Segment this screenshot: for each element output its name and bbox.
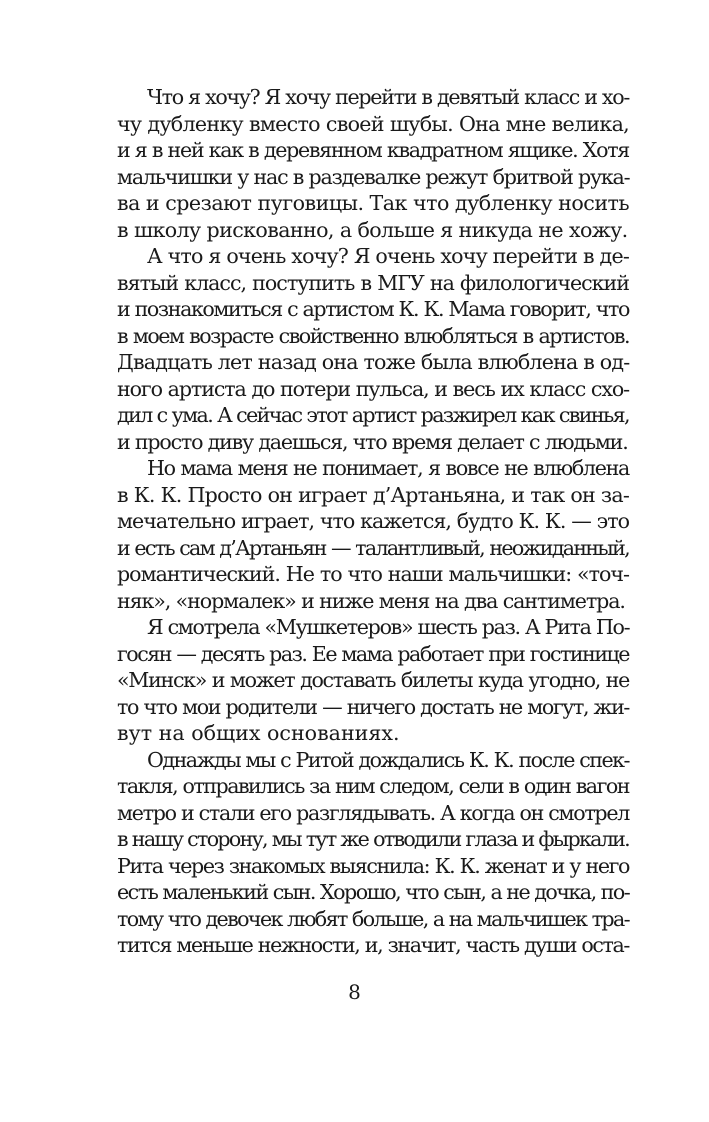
paragraph-4 (117, 614, 629, 747)
text-line: мальчишки у нас в раздевалке режут бритвой рука- (117, 164, 630, 189)
paragraph-5 (117, 747, 629, 959)
text-line: в нашу сторону, мы тут же отводили глаза и фыркали. (117, 827, 629, 851)
text-line: есть маленький сын. Хорошо, что сын, а не дочка, по- (117, 880, 630, 904)
text-line: Однажды мы с Ритой дождались К. К. после спек- (147, 747, 629, 772)
text-line: дил с ума. А сейчас этот артист разжирел как свинья, (117, 403, 629, 427)
text-line: Рита через знакомых выяснила: К. К. женат и у него (117, 853, 629, 878)
text-line: вятый класс, поступить в МГУ на филологический (117, 270, 629, 295)
text-line: Что я хочу? Я хочу перейти в девятый класс и хо- (147, 85, 629, 109)
text-line: романтический. Не то что наши мальчишки: «точ- (117, 562, 629, 586)
text-line: няк», «нормалек» и ниже меня на два сантиметра. (117, 588, 625, 613)
text-line: Двадцать лет назад она тоже была влюблена в од- (117, 350, 630, 374)
text-line: такля, отправились за ним следом, сели в один вагон (117, 774, 629, 798)
text-line: мечательно играет, что кажется, будто К. К. — это (117, 509, 629, 533)
text-line: и я в ней как в деревянном квадратном ящике. Хотя (117, 138, 629, 162)
text-line: и просто диву даешься, что время делает с людьми. (117, 429, 628, 454)
text-line: тому что девочек любят больше, а на мальчишек тра- (117, 906, 629, 931)
paragraph-2 (117, 243, 629, 455)
text-line: в моем возрасте свойственно влюбляться в артистов. (117, 323, 629, 348)
text-line: чу дубленку вместо своей шубы. Она мне велика, (117, 111, 629, 136)
page-number: 8 (348, 980, 361, 1004)
text-line: в К. К. Просто он играет д’Артаньяна, и так он за- (117, 482, 629, 507)
paragraph-3 (117, 455, 629, 614)
text-line: А что я очень хочу? Я очень хочу перейти в де- (147, 244, 629, 268)
text-line: госян — десять раз. Ее мама работает при гостинице (117, 641, 629, 666)
text-line: тится меньше нежности, и, значит, часть души оста- (117, 933, 629, 957)
text-line: вут на общих основаниях. (117, 721, 400, 745)
text-line: ного артиста до потери пульса, и весь их класс схо- (117, 376, 629, 401)
body-text (117, 84, 629, 959)
text-line: в школу рискованно, а больше я никуда не хожу. (117, 217, 628, 242)
text-line: то что мои родители — ничего достать не могут, жи- (117, 694, 629, 719)
text-line: Но мама меня не понимает, я вовсе не влюблена (147, 456, 629, 480)
text-line: и есть сам д’Артаньян — талантливый, неожиданный, (117, 535, 629, 560)
text-line: «Минск» и может доставать билеты куда угодно, не (117, 668, 629, 692)
text-line: метро и стали его разглядывать. А когда он смотрел (117, 800, 629, 825)
text-line: и познакомиться с артистом К. К. Мама говорит, что (117, 297, 629, 321)
paragraph-1 (117, 84, 629, 243)
text-line: ва и срезают пуговицы. Так что дубленку носить (117, 191, 630, 215)
text-line: Я смотрела «Мушкетеров» шесть раз. А Рита По- (147, 615, 630, 639)
